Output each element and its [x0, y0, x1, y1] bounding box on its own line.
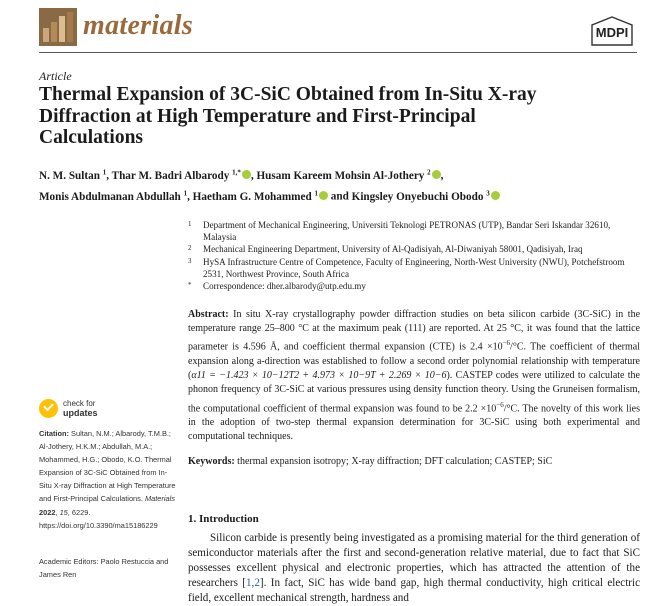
- citation-block: Citation: Sultan, N.M.; Albarody, T.M.B.; Al-Jothery, H.K.M.; Abdullah, M.A.; Mohammed, H.G.; Obodo, K.O. Thermal Expansion of 3C-SiC Obtained from In-Situ X-ray Diffraction at High Temperature and First-Principal Calculations. Materials 2022, 15, 6229. https://doi.org/10.3390/ma15186229: [39, 429, 176, 530]
- academic-editors: Academic Editors: Paolo Restuccia and James Ren: [39, 557, 169, 580]
- author: Kingsley Onyebuchi Obodo $^3$: [352, 191, 500, 203]
- mdpi-logo-text: MDPI: [595, 25, 629, 40]
- intro-paragraph: Silicon carbide is presently being investigated as a promising material for the third generation of semiconductor materials after the first and second-generation relative material, due to fact that SiC possesses excellent physical and electronic properties, which has attracted the attention of the researchers [1,2]. In fact, SiC has wide band gap, high thermal conductivity, high critical electric field, excellent mechanical strength, hardness and: [188, 532, 640, 604]
- updates-label: updates: [63, 408, 98, 418]
- check-circle-icon: [39, 399, 58, 418]
- article-type: Article: [39, 69, 72, 83]
- author: Haetham G. Mohammed $^1$: [193, 191, 328, 203]
- keywords: [188, 456, 640, 467]
- keywords-text: thermal expansion isotropy; X-ray diffraction; DFT calculation; CASTEP; SiC: [237, 456, 553, 467]
- section-heading: 1. Introduction: [188, 513, 259, 525]
- abstract-label: Abstract:: [188, 309, 229, 320]
- abstract-text: In situ X-ray crystallography powder diffraction studies on beta silicon carbide (3C-SiC) in the temperature range 25–800 °C at the maximum peak (111) are reported. At 25 °C, it was found that the lattice parameter is 4.596 Å, and coefficient thermal expansion (CTE) is 2.4 ×10: [188, 309, 641, 353]
- check-for-label: check for: [63, 399, 96, 408]
- author-joiner: and: [330, 190, 349, 203]
- abstract-formula: α11 = −1.423 × 10−12T2 + 4.973 × 10−9T + 2.269 × 10−6: [191, 370, 447, 382]
- orcid-icon[interactable]: [491, 191, 500, 200]
- citation-text: Sultan, N.M.; Albarody, T.M.B.; Al-Jothery, H.K.M.; Abdullah, M.A.; Mohammed, H.G.; Obodo, K.O. Thermal Expansion of 3C-SiC Obtained from In-Situ X-ray Diffraction at High Temperature and First-Principal Calculations.: [39, 429, 176, 504]
- author: Monis Abdulmanan Abdullah $^1$: [39, 189, 188, 203]
- keywords-label: Keywords:: [188, 456, 235, 467]
- citation-doi[interactable]: , 6229. https://doi.org/10.3390/ma15186229: [39, 507, 158, 530]
- check-for-updates-badge[interactable]: [39, 398, 149, 420]
- abstract: Abstract: In situ X-ray crystallography powder diffraction studies on beta silicon carbide (3C-SiC) in the temperature range 25–800 °C at the maximum peak (111) are reported. At 25 °C, it was found that the lattice parameter is 4.596 Å, and coefficient thermal expansion (CTE) is $2.4 \times 10^{-6}/^\circ C$. The coefficient of thermal expansion along a-direction was established to follow a second order polynomial relationship with temperature (α11 = −1.423 × 10−12T2 + 4.973 × 10−9T + 2.269 × 10−6). CASTEP codes were utilized to calculate the phonon frequency of 3C-SiC at various pressures using density function theory. Using the Gruneisen formalism, the computational coefficient of thermal expansion was found to be $2.2 \times 10^{-6}/^\circ C$. The novelty of this work lies in the adoption of two-step thermal expansion determination for 3C-SiC using both experimental and computational techniques.: [188, 309, 641, 443]
- citation-year: 2022: [39, 507, 56, 517]
- affiliations: [188, 219, 638, 292]
- mdpi-logo: [590, 16, 634, 46]
- journal-name: materials: [83, 10, 194, 41]
- affiliation-item: 2 Mechanical Engineering Department, University of Al-Qadisiyah, Al-Diwaniyah 58001, Qadisiyah, Iraq: [188, 244, 583, 255]
- reference-link[interactable]: 1,2: [246, 577, 260, 589]
- orcid-icon[interactable]: [242, 170, 251, 179]
- author: Husam Kareem Mohsin Al-Jothery $^2$: [256, 170, 440, 182]
- author-list: N. M. Sultan $^1$, Thar M. Badri Albarody $^{1,*}$ , Husam Kareem Mohsin Al-Jothery $^2$ , Monis Abdulmanan Abdullah $^1$, Haetham G. Mohammed $^1$ and Kingsley Onyebuchi Obodo $^3$: [39, 164, 649, 206]
- paper-title: Thermal Expansion of 3C-SiC Obtained from In-Situ X-ray Diffraction at High Temperature and First-Principal Calculations: [39, 84, 537, 148]
- header-rule: [39, 52, 637, 53]
- author: N. M. Sultan $^1$: [39, 168, 107, 182]
- orcid-icon[interactable]: [319, 191, 328, 200]
- affiliation-item: 3 HySA Infrastructure Centre of Competence, Faculty of Engineering, North-West University (NWU), Potchefstroom 2531, Northwest Province, South Africa: [188, 256, 625, 279]
- journal-logo: [39, 8, 77, 46]
- citation-journal: Materials: [144, 494, 175, 504]
- citation-volume: 15: [59, 507, 68, 517]
- orcid-icon[interactable]: [432, 170, 441, 179]
- affiliation-item: * Correspondence: dher.albarody@utp.edu.my: [188, 281, 366, 292]
- author: Thar M. Badri Albarody $^{1,*}$: [112, 170, 251, 182]
- citation-label: Citation:: [39, 429, 69, 438]
- affiliation-item: 1 Department of Mechanical Engineering, Universiti Teknologi PETRONAS (UTP), Bandar Seri Iskandar 32610, Malaysia: [188, 220, 611, 243]
